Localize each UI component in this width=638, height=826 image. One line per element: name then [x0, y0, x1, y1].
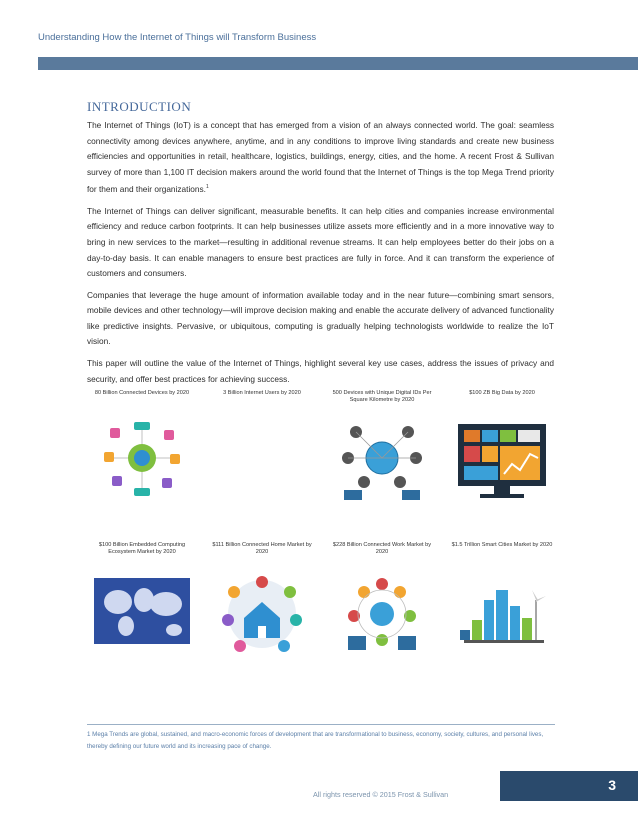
- stat-label: $100 ZB Big Data by 2020: [469, 390, 535, 396]
- stat-label: $100 Billion Embedded Computing Ecosystem Market by 2020: [98, 542, 186, 555]
- section-heading: INTRODUCTION: [87, 99, 192, 114]
- footer-copyright: All rights reserved © 2015 Frost & Sullivan: [313, 790, 449, 799]
- stat-connected-work: [327, 542, 437, 663]
- footnote-rule: [87, 724, 555, 725]
- stat-smart-cities: [447, 542, 557, 663]
- running-header: Understanding How the Internet of Things will Transform Business: [38, 32, 317, 43]
- paragraph-2: The Internet of Things can deliver significant, measurable benefits. It can help cities and companies increase environmental efficiency and reduce carbon footprints. It can help businesses utilize assets more efficiently and in a more innovative way to bring in new services to the market—resulting in additional revenue streams. It can help employees better do their jobs on a day-to-day basis. It can enable managers to ensure best practices are fully in force. And it can transform the experience of customers and consumers.: [87, 205, 554, 279]
- stat-internet-users: [207, 390, 317, 511]
- internet-users-illustration: [214, 418, 310, 506]
- paragraph-3: Companies that leverage the huge amount of information available today and in the near future—combining smart sensors, mobile devices and other technology—will improve decision making and enable the accurate delivery of advanced functionality like predictive insights. Pervasive, or ubiquitous, computing is gradually helping technologists worldwide to realize the IoT vision.: [87, 289, 554, 347]
- page-number: 3: [608, 777, 616, 793]
- footnote: 1 Mega Trends are global, sustained, and macro-economic forces of development that are transformational to business, economy, society, cultures, and personal lives, thereby defining our future world and its increasing pace of change.: [87, 731, 544, 750]
- big-data-monitor-illustration: [454, 418, 550, 506]
- footnote-marker[interactable]: 1: [206, 184, 209, 191]
- stat-label: $228 Billion Connected Work Market by 2020: [332, 542, 432, 555]
- connected-work-illustration: [334, 570, 430, 658]
- paragraph-1: The Internet of Things (IoT) is a concept that has emerged from a vision of an always connected world. The goal: seamless connectivity among devices anywhere, anytime, and in any conditions to improve living standards and create new business efficiencies and opportunities in retail, healthcare, logistics, buildings, energy, cities, and the home. A recent Frost & Sullivan survey of more than 1,100 IT decision makers around the world found that the Internet of Things is the top Mega Trend priority for them and their organizations.$^1$: [87, 120, 554, 195]
- paragraph-4: This paper will outline the value of the Internet of Things, highlight several key use cases, address the issues of privacy and security, and offer best practices for achieving success.: [87, 358, 554, 384]
- stat-big-data: [447, 390, 557, 511]
- header-bar: [38, 57, 638, 70]
- stat-connected-home: [207, 542, 317, 663]
- smart-city-illustration: [454, 570, 550, 658]
- digital-ids-illustration: [334, 418, 430, 506]
- stat-label: 80 Billion Connected Devices by 2020: [94, 390, 190, 396]
- embedded-computing-map-illustration: [94, 570, 190, 658]
- connected-home-illustration: [214, 570, 310, 658]
- page-number-box: [500, 771, 638, 801]
- stat-connected-devices: [87, 390, 197, 511]
- stat-digital-ids: [327, 390, 437, 511]
- connected-devices-illustration: [94, 418, 190, 506]
- stat-label: 500 Devices with Unique Digital IDs Per Square Kilometre by 2020: [332, 390, 432, 403]
- body-text: [87, 118, 554, 393]
- stat-label: $111 Billion Connected Home Market by 2020: [212, 542, 312, 555]
- stat-label: 3 Billion Internet Users by 2020: [223, 390, 301, 396]
- stat-label: $1.5 Trillion Smart Cities Market by 2020: [451, 542, 553, 548]
- stat-embedded-computing: [87, 542, 197, 663]
